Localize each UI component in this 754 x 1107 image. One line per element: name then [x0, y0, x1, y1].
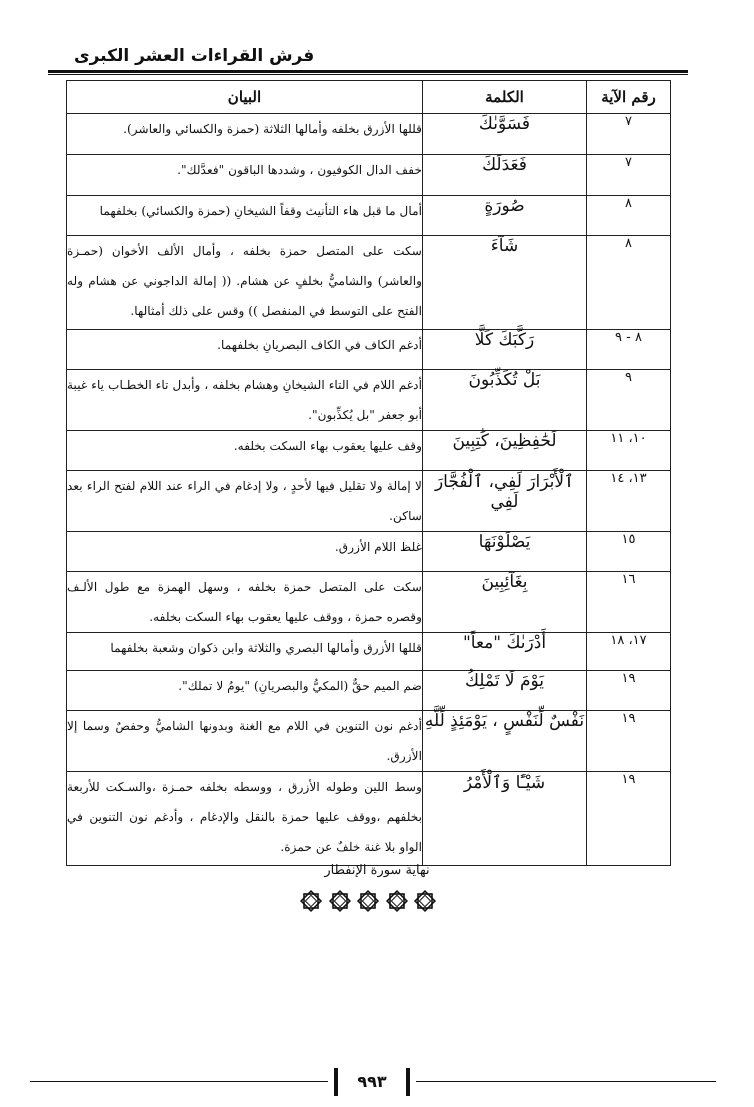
verse-number: ١٦ — [587, 572, 671, 633]
table-row — [67, 155, 671, 196]
verse-number: ٨ — [587, 236, 671, 330]
quran-word: يَصْلَوْنَهَا — [423, 532, 587, 572]
table-row — [67, 633, 671, 671]
table-row — [67, 671, 671, 711]
quran-word: بَلْ تُكَذِّبُونَ — [423, 370, 587, 431]
explanation: قللها الأزرق وأمالها البصري والثلاثة وابن ذكوان وشعبة بخلفهما — [67, 633, 423, 671]
explanation: ضم الميم حقٌّ (المكيُّ والبصريانِ) "يومُ لا تملك". — [67, 671, 423, 711]
verse-number: ١٩ — [587, 711, 671, 772]
verse-number: ١٩ — [587, 772, 671, 866]
ornament-row — [298, 888, 438, 918]
header-verse-no: رقم الآية — [587, 81, 671, 114]
verse-number: ٩ — [587, 370, 671, 431]
header-rule — [48, 70, 688, 75]
readings-table — [66, 80, 671, 866]
quran-word: يَوْمَ لَا تَمْلِكُ — [423, 671, 587, 711]
explanation: أدغم اللام في التاء الشيخانِ وهشام بخلفه ، وأبدل تاء الخطـاب ياء غيبة أبو جعفر "بل يُكذِّبون". — [67, 370, 423, 431]
header-explanation: البيان — [67, 81, 423, 114]
quran-word: فَعَدَلَكَ — [423, 155, 587, 196]
table-row — [67, 114, 671, 155]
sura-end-note: نهاية سورة الإنفطار — [324, 863, 430, 878]
table-row — [67, 711, 671, 772]
verse-number: ١٣، ١٤ — [587, 471, 671, 532]
star-ornament-icon — [384, 888, 410, 914]
star-ornament-icon — [355, 888, 381, 914]
explanation: لا إمالة ولا تقليل فيها لأحدٍ ، ولا إدغام في الراء عند اللام لفتح الراء بعد ساكن. — [67, 471, 423, 532]
quran-word: نَفْسٌ لِّنَفْسٍ ، يَوْمَئِذٍ لِّلَّهِ — [423, 711, 587, 772]
quran-word: بِغَآئِبِينَ — [423, 572, 587, 633]
quran-word: صُورَةٍ — [423, 196, 587, 236]
explanation: أدغم نون التنوين في اللام مع الغنة وبدونها الشاميُّ وحفصٌ وسما إلا الأزرق. — [67, 711, 423, 772]
quran-word: لَحَٰفِظِينَ، كَٰتِبِينَ — [423, 431, 587, 471]
table-row — [67, 572, 671, 633]
verse-number: ٧ — [587, 155, 671, 196]
footer-rule-right — [416, 1081, 716, 1082]
explanation: أمال ما قبل هاء التأنيث وقفاً الشيخانِ (حمزة والكسائي) بخلفهما — [67, 196, 423, 236]
quran-word: رَكَّبَكَ كَلَّا — [423, 330, 587, 370]
explanation: خفف الدال الكوفيون ، وشددها الباقون "فعدَّلك". — [67, 155, 423, 196]
explanation: وقف عليها يعقوب بهاء السكت بخلفه. — [67, 431, 423, 471]
table-row — [67, 330, 671, 370]
table-row — [67, 471, 671, 532]
verse-number: ١٠، ١١ — [587, 431, 671, 471]
table-row — [67, 772, 671, 866]
footer-rule-left — [30, 1081, 328, 1082]
verse-number: ٧ — [587, 114, 671, 155]
verse-number: ١٩ — [587, 671, 671, 711]
star-ornament-icon — [298, 888, 324, 914]
verse-number: ٨ - ٩ — [587, 330, 671, 370]
quran-word: فَسَوَّىٰكَ — [423, 114, 587, 155]
table-row — [67, 236, 671, 330]
header-word: الكلمة — [423, 81, 587, 114]
verse-number: ١٧، ١٨ — [587, 633, 671, 671]
quran-word: شَيْـًٔا وَٱلْأَمْرُ — [423, 772, 587, 866]
table-row — [67, 431, 671, 471]
footer-bar-right — [406, 1068, 410, 1096]
table-header-row — [67, 81, 671, 114]
table-row — [67, 532, 671, 572]
page-footer — [30, 1068, 716, 1098]
verse-number: ١٥ — [587, 532, 671, 572]
quran-word: ٱلْأَبْرَارَ لَفِي، ٱلْفُجَّارَ لَفِي — [423, 471, 587, 532]
table-row — [67, 196, 671, 236]
star-ornament-icon — [327, 888, 353, 914]
quran-word: أَدْرَىٰكَ "معاً" — [423, 633, 587, 671]
explanation: سكت على المتصل حمزة بخلفه ، وأمال الألف الأخوان (حمـزة والعاشر) والشاميُّ بخلفٍ عن هشام. (( إمالة الداجوني عن هشام وله الفتح على التوسط في المنفصل )) وقس على ذلك أمثالها. — [67, 236, 423, 330]
explanation: أدغم الكاف في الكاف البصريانِ بخلفهما. — [67, 330, 423, 370]
verse-number: ٨ — [587, 196, 671, 236]
explanation: وسط اللين وطوله الأزرق ، ووسطه بخلفه حمـزة ،والسـكت للأربعة بخلفهم ،ووقف عليها حمزة بالنقل والإدغام ، وأدغم نون التنوين في الواو بلا غنة خلفٌ عن حمزة. — [67, 772, 423, 866]
page-header — [48, 42, 688, 72]
book-title: فرش القراءات العشر الكبرى — [74, 46, 315, 66]
explanation: سكت على المتصل حمزة بخلفه ، وسهل الهمزة مع طول الألـف وقصره حمزة ، ووقف عليها يعقوب بهاء السكت بخلفه. — [67, 572, 423, 633]
table-row — [67, 370, 671, 431]
quran-word: شَآءَ — [423, 236, 587, 330]
explanation: قللها الأزرق بخلفه وأمالها الثلاثة (حمزة والكسائي والعاشر). — [67, 114, 423, 155]
footer-bar-left — [334, 1068, 338, 1096]
star-ornament-icon — [412, 888, 438, 914]
page-number: ٩٩٣ — [357, 1072, 387, 1091]
explanation: غلظ اللام الأزرق. — [67, 532, 423, 572]
